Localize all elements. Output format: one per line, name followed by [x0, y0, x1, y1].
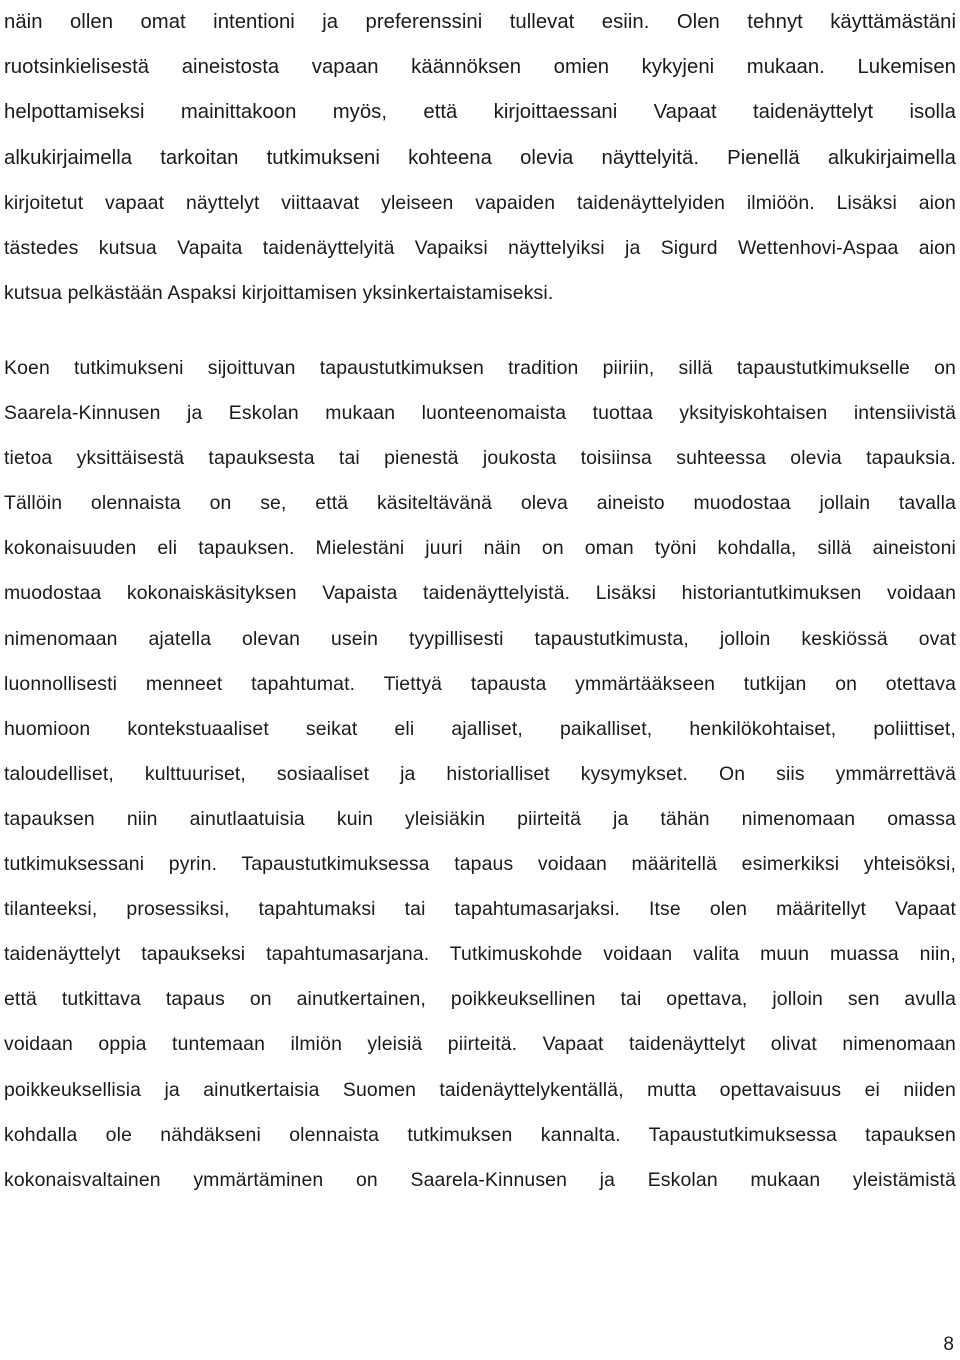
paragraph-2-line: poikkeuksellisia ja ainutkertaisia Suomen taidenäyttelykentällä, mutta opettavaisuus ei niiden	[4, 1078, 956, 1101]
paragraph-2-line: muodostaa kokonaiskäsityksen Vapaista taidenäyttelyistä. Lisäksi historiantutkimuksen voidaan	[4, 582, 956, 605]
paragraph-2-line: huomioon kontekstuaaliset seikat eli ajalliset, paikalliset, henkilökohtaiset, poliittiset,	[4, 717, 956, 740]
paragraph-2-line: Tällöin olennaista on se, että käsiteltävänä oleva aineisto muodostaa jollain tavalla	[4, 492, 956, 515]
paragraph-2-line: Koen tutkimukseni sijoittuvan tapaustutkimuksen tradition piiriin, sillä tapaustutkimukselle on	[4, 357, 956, 379]
paragraph-1-line: helpottamiseksi mainittakoon myös, että kirjoittaessani Vapaat taidenäyttelyt isolla	[4, 101, 956, 124]
paragraph-2-line: tapauksen niin ainutlaatuisia kuin yleisiäkin piirteitä ja tähän nimenomaan omassa	[4, 807, 956, 830]
paragraph-2-line: tietoa yksittäisestä tapauksesta tai pienestä joukosta toisiinsa suhteessa olevia tapauksia.	[4, 447, 956, 470]
paragraph-2-line: taloudelliset, kulttuuriset, sosiaaliset ja historialliset kysymykset. On siis ymmärrettävä	[4, 762, 956, 785]
paragraph-2-line: taidenäyttelyt tapaukseksi tapahtumasarjana. Tutkimuskohde voidaan valita muun muassa niin,	[4, 943, 956, 966]
paragraph-2-line: voidaan oppia tuntemaan ilmiön yleisiä piirteitä. Vapaat taidenäyttelyt olivat nimenomaan	[4, 1033, 956, 1056]
paragraph-2-line: nimenomaan ajatella olevan usein tyypillisesti tapaustutkimusta, jolloin keskiössä ovat	[4, 627, 956, 650]
paragraph-2-line: tilanteeksi, prosessiksi, tapahtumaksi tai tapahtumasarjaksi. Itse olen määritellyt Vapaat	[4, 898, 956, 921]
paragraph-2-line: luonnollisesti menneet tapahtumat. Tiettyä tapausta ymmärtääkseen tutkijan on otettava	[4, 672, 956, 695]
paragraph-2-line: Saarela-Kinnusen ja Eskolan mukaan luonteenomaista tuottaa yksityiskohtaisen intensiivistä	[4, 402, 956, 425]
paragraph-1-line: alkukirjaimella tarkoitan tutkimukseni kohteena olevia näyttelyitä. Pienellä alkukirjaimella	[4, 146, 956, 169]
paragraph-1-line: tästedes kutsua Vapaita taidenäyttelyitä Vapaiksi näyttelyiksi ja Sigurd Wettenhovi-Aspaa aion	[4, 237, 956, 260]
paragraph-2-line: kokonaisvaltainen ymmärtäminen on Saarela-Kinnusen ja Eskolan mukaan yleistämistä	[4, 1168, 956, 1191]
paragraph-1-line: kirjoitetut vapaat näyttelyt viittaavat yleiseen vapaiden taidenäyttelyiden ilmiöön. Lisäksi aion	[4, 191, 956, 214]
paragraph-2-line: kohdalla ole nähdäkseni olennaista tutkimuksen kannalta. Tapaustutkimuksessa tapauksen	[4, 1123, 956, 1146]
paragraph-2-line: kokonaisuuden eli tapauksen. Mielestäni juuri näin on oman työni kohdalla, sillä aineistoni	[4, 537, 956, 560]
paragraph-2-line: tutkimuksessani pyrin. Tapaustutkimuksessa tapaus voidaan määritellä esimerkiksi yhteisöksi,	[4, 853, 956, 876]
page-number: 8	[943, 1334, 954, 1355]
paragraph-2	[4, 346, 956, 1203]
paragraph-1-line: kutsua pelkästään Aspaksi kirjoittamisen yksinkertaistamiseksi.	[4, 282, 554, 305]
paragraph-1	[4, 0, 956, 316]
paragraph-1-line: näin ollen omat intentioni ja preferenssini tullevat esiin. Olen tehnyt käyttämästäni	[4, 11, 956, 33]
paragraph-2-line: että tutkittava tapaus on ainutkertainen, poikkeuksellinen tai opettava, jolloin sen avulla	[4, 988, 956, 1011]
paragraph-1-line: ruotsinkielisestä aineistosta vapaan käännöksen omien kykyjeni mukaan. Lukemisen	[4, 56, 956, 79]
